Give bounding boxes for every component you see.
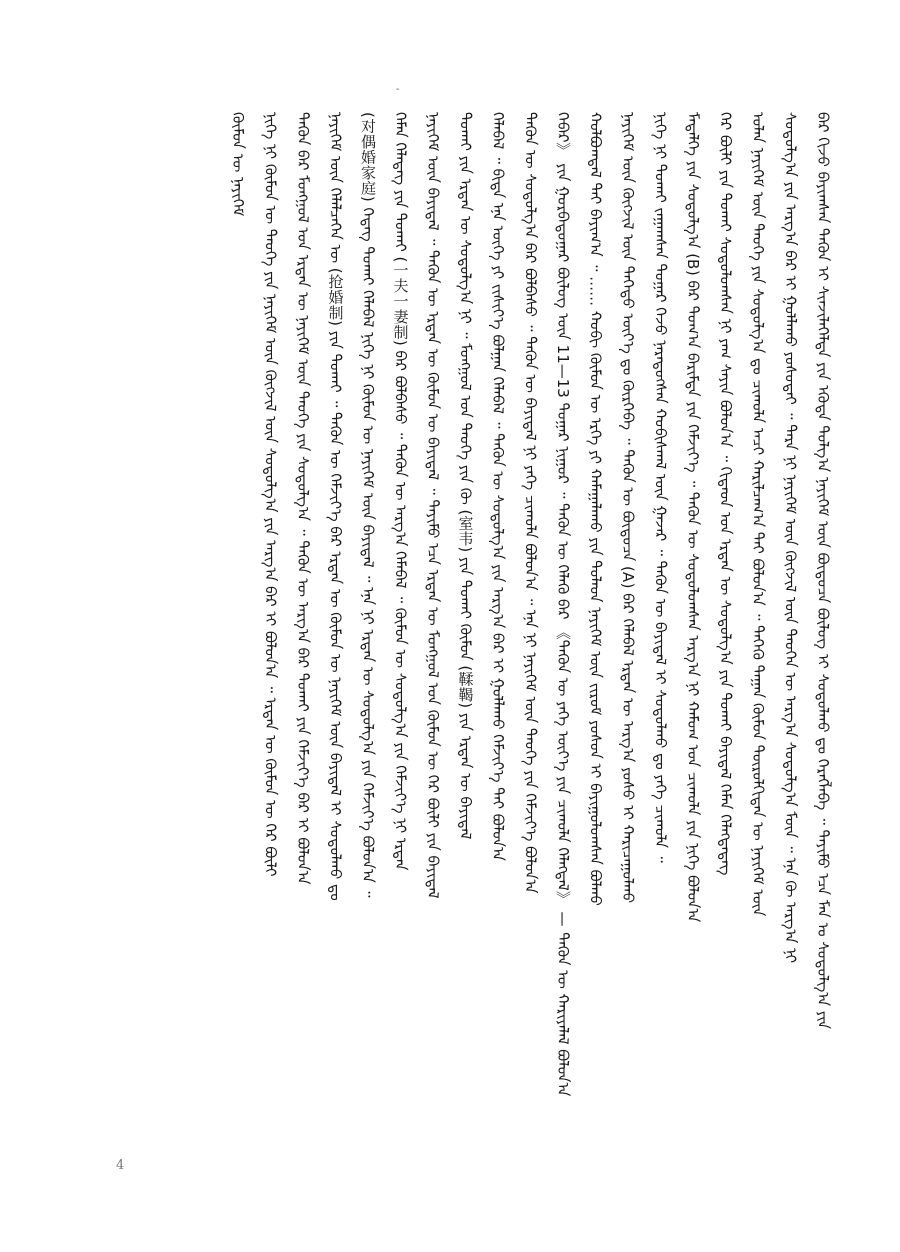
column-text: ᠮᠡᠳᠡᠯᠭᠡ ᠶᠢᠨ ᠰᠤᠳᠤᠯᠭ᠎ᠠ (B) ᠪᠠᠷ ᠲᠤᠭ᠎ᠠ ᠪᠠᠷᠢᠮᠲᠠ ᠶᠢᠨ ᠬᠡᠮᠵᠢᠶ᠎ᠡ ᠃ ᠲᠡᠭᠦᠨ ᠦ ᠰᠤᠳᠤᠯᠤᠭᠰᠠᠨ ᠠᠷᠭ᠎ᠠ ᠨᠢ ᠬᠠᠮᠤᠭ ᠤᠨ ᠴᠢᠬᠤᠯᠠ ᠶᠢᠨ ᠨᠢᠭᠡ ᠪᠣᠯᠤᠨ᠎ᠠ — [684, 112, 702, 923]
text-column — [646, 112, 676, 1192]
text-column — [353, 112, 383, 1192]
column-text: ᠨᠡᠶᠢᠭᠡᠮ ᠦᠨ ᠪᠠᠶᠢᠳᠠᠯ ᠃ ᠲᠡᠭᠦᠨ ᠦ ᠡᠷᠲᠡᠨ ᠦ ᠬᠦᠮᠦᠨ ᠦ ᠪᠠᠶᠢᠳᠠᠯ ᠃ ᠲᠡᠶᠢᠮᠦ ᠡᠴᠡ ᠡᠷᠲᠡᠨ ᠦ ᠮᠤᠩᠭᠤᠯ ᠤᠨ ᠬᠦᠮᠦᠨ ᠦ ᠭᠡᠷ ᠪᠦᠯᠢ ᠶᠢᠨ ᠪᠠᠶᠢᠳᠠᠯ — [424, 112, 442, 899]
text-columns — [118, 112, 838, 1192]
column-text: ᠨᠢᠭᠡ ᠨᠢ ᠲᠤᠬᠠᠢ ᠵᠠᠭᠠᠭᠰᠠᠨ ᠳᠤᠭᠠᠷ ᠭᠡᠵᠦ ᠨᠡᠷᠡᠳᠦᠭᠰᠡᠨ ᠬᠤᠪᠢᠰᠬᠠᠯ ᠦᠨ ᠭᠠᠵᠠᠷ ᠃ ᠲᠡᠭᠦᠨ ᠦ ᠪᠠᠶᠢᠳᠠᠯ ᠢ ᠰᠤᠳᠤᠯᠬᠤ ᠳᠤ ᠶᠡᠬᠡ ᠴᠢᠬᠤᠯᠠ ᠃ — [651, 112, 670, 863]
text-column — [418, 112, 448, 1192]
text-column — [743, 112, 773, 1192]
column-text: ᠬᠡᠯᠡᠪᠡᠯ ᠃ ᠪᠢᠳᠡ ᠡᠨᠡ ᠦᠭᠡ ᠶᠢ ᠵᠢᠱᠢᠶ᠎ᠡ ᠪᠣᠯᠭᠠᠨ ᠬᠡᠯᠡᠪᠡᠯ ᠃ ᠲᠡᠭᠦᠨ ᠦ ᠰᠤᠳᠤᠯᠭ᠎ᠠ ᠶᠢᠨ ᠠᠷᠭ᠎ᠠ ᠪᠠᠷ ᠢ ᠭᠤᠯᠯᠠᠬᠤ ᠬᠡᠮᠵᠢᠶ᠎ᠡ ᠲᠠᠢ ᠪᠣᠯᠤᠨ᠎ᠠ — [489, 112, 507, 861]
text-column — [483, 112, 513, 1192]
column-text: ᠰᠤᠳᠤᠯᠭ᠎ᠠ ᠶᠢᠨ ᠠᠷᠭ᠎ᠠ ᠪᠠᠷ ᠢ ᠭᠤᠯᠯᠠᠬᠤ ᠶᠤᠰᠤᠲᠠᠢ ᠃ ᠲᠡᠷᠡ ᠨᠢ ᠨᠡᠶᠢᠭᠡᠮ ᠦᠨ ᠬᠦᠭᠵᠢᠯ ᠦᠨ ᠲᠡᠦᠬᠡᠨ ᠦ ᠠᠷᠭ᠎ᠠ ᠰᠤᠳᠤᠯᠭ᠎ᠠ ᠮᠦᠨ ᠃ ᠡᠨᠡ ᠬᠦ ᠠᠷᠭ᠎ᠠ ᠨᠢ — [781, 112, 800, 964]
text-column — [288, 112, 318, 1192]
text-column — [548, 112, 578, 1192]
text-column — [451, 112, 481, 1192]
column-text: ᠬᠡᠮᠡᠨ ᠬᠡᠯᠡᠳᠡᠭ ᠶᠢᠨ ᠲᠤᠬᠠᠢ (一夫一妻制) ᠪᠠᠷ ᠪᠣᠯᠪᠠᠰᠤ ᠃ ᠲᠡᠭᠦᠨ ᠦ ᠠᠷᠭ᠎ᠠ ᠬᠡᠮᠡᠪᠡᠯ ᠃ ᠬᠦᠮᠦᠨ ᠦ ᠰᠤᠳᠤᠯᠭ᠎ᠠ ᠶᠢᠨ ᠬᠡᠮᠵᠢᠶ᠎ᠡ ᠨᠢ ᠡᠷᠲᠡᠨ — [391, 112, 410, 871]
column-text: ᠬᠦᠮᠦᠨ ᠦ ᠨᠡᠶᠢᠭᠡᠮ — [229, 112, 247, 217]
text-column — [808, 112, 838, 1192]
text-column — [678, 112, 708, 1192]
column-text: ᠲᠡᠭᠦᠨ ᠦ ᠰᠤᠳᠤᠯᠭ᠎ᠠ ᠪᠠᠷ ᠪᠣᠯᠪᠠᠰᠤ ᠃ ᠲᠡᠭᠦᠨ ᠦ ᠪᠠᠶᠢᠳᠠᠯ ᠨᠢ ᠶᠡᠬᠡ ᠴᠢᠬᠤᠯᠠ ᠪᠣᠯᠤᠨ᠎ᠠ ᠃ ᠡᠨᠡ ᠨᠢ ᠨᠡᠶᠢᠭᠡᠮ ᠦᠨ ᠲᠡᠦᠬᠡ ᠶᠢᠨ ᠬᠡᠮᠵᠢᠶ᠎ᠡ ᠪᠣᠯᠤᠨ᠎ᠠ — [521, 112, 540, 894]
column-text: ᠨᠡᠶᠢᠭᠡᠮ ᠦᠨ ᠬᠦᠭᠵᠢᠯ ᠦᠨ ᠳᠡᠭᠡᠳᠦ ᠦᠶ᠎ᠡ ᠳᠤ ᠬᠦᠷᠭᠡᠪᠡ ᠃ ᠲᠡᠭᠦᠨ ᠦ ᠪᠦᠲᠦᠴᠡ (A) ᠪᠠᠷ ᠬᠡᠯᠡᠪᠡᠯ ᠡᠷᠲᠡᠨ ᠦ ᠠᠷᠭ᠎ᠠ ᠶᠤᠰᠤ ᠢ ᠬᠠᠷᠢᠴᠠᠭᠤᠯᠬᠤ — [619, 112, 637, 904]
text-column — [223, 112, 253, 1192]
column-text: ᠬᠡᠪᠡᠷ》 ᠶᠢᠨ ᠭᠤᠷᠪᠠᠳᠤᠭᠠᠷ ᠪᠦᠯᠦᠭ ᠦᠨ 11—13 ᠳᠤᠭᠠᠷ ᠨᠢᠭᠤᠷ ᠃ ᠲᠡᠭᠦᠨ ᠦ ᠬᠡᠯᠡᠬᠦ ᠪᠠᠷ 《ᠲᠡᠭᠦᠨ ᠦ ᠶᠡᠬᠡ ᠦᠶ᠎ᠡ ᠶᠢᠨ ᠴᠢᠬᠤᠯᠠ ᠬᠡᠯᠡᠭᠳᠡᠯ》 — ᠲᠡᠭᠦᠨ ᠦ ᠬᠠᠷᠢᠶᠠᠯᠠᠯ ᠪᠣᠯᠤᠨ᠎ᠠ — [554, 112, 572, 1097]
top-mark: - — [396, 84, 400, 95]
text-column — [256, 112, 286, 1192]
column-text: ᠭᠡᠷ ᠪᠦᠯᠢ ᠶᠢᠨ ᠲᠤᠬᠠᠢ ᠰᠤᠳᠤᠯᠤᠭᠰᠠᠨ ᠨᠢ ᠶᠠᠭ ᠰᠠᠶᠢᠨ ᠪᠣᠯᠤᠨ᠎ᠠ ᠃ ᠬᠢᠲᠠᠳ ᠤᠨ ᠡᠷᠲᠡᠨ ᠦ ᠰᠤᠳᠤᠯᠭ᠎ᠠ ᠶᠢᠨ ᠲᠤᠬᠠᠢ ᠪᠠᠶᠢᠳᠠᠯ ᠬᠡᠮᠡᠨ ᠬᠡᠯᠡᠭᠳᠡᠳᠡᠭ — [716, 112, 735, 876]
column-text: ᠨᠡᠶᠢᠭᠡᠮ ᠦᠨ ᠬᠡᠯᠡᠯᠴᠡᠭᠡᠨ ᠦ (抢婚制) ᠶᠢᠨ ᠲᠤᠬᠠᠢ ᠃ ᠲᠡᠭᠦᠨ ᠦ ᠬᠡᠮᠵᠢᠶ᠎ᠡ ᠪᠠᠷ ᠡᠷᠲᠡᠨ ᠦ ᠬᠦᠮᠦᠨ ᠦ ᠨᠡᠶᠢᠭᠡᠮ ᠦᠨ ᠪᠠᠶᠢᠳᠠᠯ ᠢ ᠰᠤᠳᠤᠯᠬᠤ ᠳᠤ — [326, 112, 345, 901]
column-text: ᠨᠢᠭᠡ ᠨᠢ ᠬᠦᠮᠦᠨ ᠦ ᠲᠡᠦᠬᠡ ᠶᠢᠨ ᠨᠡᠶᠢᠭᠡᠮ ᠦᠨ ᠬᠦᠭᠵᠢᠯ ᠦᠨ ᠰᠤᠳᠤᠯᠭ᠎ᠠ ᠶᠢᠨ ᠠᠷᠭ᠎ᠠ ᠪᠠᠷ ᠢ ᠪᠣᠯᠤᠨ᠎ᠠ ᠃ ᠡᠷᠲᠡᠨ ᠦ ᠬᠦᠮᠦᠨ ᠦ ᠭᠡᠷ ᠪᠦᠯᠢ — [261, 112, 280, 877]
text-column — [386, 112, 416, 1192]
text-column — [581, 112, 611, 1192]
column-text: (对偶婚家庭) ᠭᠡᠳᠡᠭ ᠲᠤᠬᠠᠢ ᠬᠡᠯᠡᠪᠡᠯ ᠨᠢᠭᠡ ᠨᠢ ᠬᠦᠮᠦᠨ ᠦ ᠨᠡᠶᠢᠭᠡᠮ ᠦᠨ ᠪᠠᠶᠢᠳᠠᠯ ᠃ ᠡᠨᠡ ᠨᠢ ᠡᠷᠲᠡᠨ ᠦ ᠰᠤᠳᠤᠯᠭ᠎ᠠ ᠶᠢᠨ ᠬᠡᠮᠵᠢᠶ᠎ᠡ ᠪᠣᠯᠤᠨ᠎ᠠ ᠃ — [359, 112, 377, 898]
text-column — [321, 112, 351, 1192]
text-column — [516, 112, 546, 1192]
text-column — [711, 112, 741, 1192]
page-number: 4 — [116, 1158, 125, 1173]
column-text: ᠲᠡᠭᠦᠨ ᠪᠠᠷ ᠮᠤᠩᠭᠤᠯ ᠤᠨ ᠡᠷᠲᠡᠨ ᠦ ᠨᠡᠶᠢᠭᠡᠮ ᠦᠨ ᠲᠡᠦᠬᠡ ᠶᠢᠨ ᠰᠤᠳᠤᠯᠭ᠎ᠠ ᠃ ᠲᠡᠭᠦᠨ ᠦ ᠠᠷᠭ᠎ᠠ ᠪᠠᠷ ᠲᠤᠬᠠᠢ ᠶᠢᠨ ᠬᠡᠮᠵᠢᠶ᠎ᠡ ᠪᠠᠷ ᠢ ᠪᠣᠯᠤᠨ᠎ᠠ — [294, 112, 312, 885]
column-text: ᠲᠤᠬᠠᠢ ᠶᠢᠨ ᠡᠷᠲᠡᠨ ᠦ ᠰᠤᠳᠤᠯᠭ᠎ᠠ ᠨᠢ ᠃ ᠮᠤᠩᠭᠤᠯ ᠤᠨ ᠲᠡᠦᠬᠡ ᠶᠢᠨ ᠬᠦ (室韦) ᠶᠢᠨ ᠲᠤᠬᠠᠢ ᠬᠦᠮᠦᠨ (鞣鞨) ᠶᠢᠨ ᠡᠷᠲᠡᠨ ᠦ ᠪᠠᠶᠢᠳᠠᠯ — [456, 112, 475, 840]
column-text: ᠬᠣᠯᠪᠤᠭᠳᠠᠯ ᠲᠠᠢ ᠪᠠᠶᠢᠭ᠎ᠠ ᠃ …… ᠬᠤᠪᠢ ᠬᠦᠮᠦᠨ ᠦ ᠡᠷᠬᠡ ᠶᠢ ᠬᠠᠮᠠᠭᠠᠯᠠᠬᠤ ᠶᠢᠨ ᠲᠤᠯᠠᠳ ᠨᠡᠶᠢᠭᠡᠮ ᠦᠨ ᠵᠢᠷᠤᠮ ᠶᠤᠰᠤᠨ ᠢ ᠪᠠᠶᠢᠭᠤᠯᠤᠭᠰᠠᠨ ᠪᠣᠯᠬᠤ — [586, 112, 605, 906]
column-text: ᠪᠡᠷ ᠬᠢᠵᠤ ᠪᠠᠶᠢᠭᠰᠠᠨ ᠲᠡᠭᠦᠨ ᠢ ᠰᠢᠨᠵᠢᠯᠡᠭᠡᠯᠳᠡ ᠶᠢᠨ ᠡᠭᠦᠳᠡ ᠲᠤᠯᠭ᠎ᠠ ᠨᠡᠶᠢᠭᠡᠮ ᠦᠨ ᠪᠦᠲᠦᠴᠡ ᠪᠦᠯᠦᠭ ᠢ ᠰᠤᠳᠤᠯᠬᠤ ᠳᠤ ᠬᠡᠷᠡᠭᠯᠡᠪᠡ ᠃ ᠲᠡᠶᠢᠮᠦ ᠡᠴᠡ ᠮᠠᠨ ᠤ ᠰᠤᠳᠤᠯᠭ᠎ᠠ ᠶᠢᠨ — [814, 112, 832, 1030]
text-column — [776, 112, 806, 1192]
text-column — [613, 112, 643, 1192]
column-text: ᠣᠯᠠᠨ ᠨᠡᠶᠢᠭᠡᠮ ᠦᠨ ᠲᠡᠦᠬᠡ ᠶᠢᠨ ᠰᠤᠳᠤᠯᠭ᠎ᠠ ᠳᠤ ᠴᠢᠬᠤᠯᠠ ᠠᠴᠢ ᠬᠠᠷᠢᠯᠴᠠᠭ᠎ᠠ ᠲᠠᠢ ᠪᠣᠯᠤᠨ᠎ᠠ ᠃ ᠲᠡᠭᠡᠬᠦ ᠳᠠᠭᠠᠨ ᠬᠦᠮᠦᠨ ᠲᠦᠷᠦᠯᠬᠢᠲᠡᠨ ᠦ ᠨᠡᠶᠢᠭᠡᠮ ᠦᠨ — [749, 112, 767, 917]
